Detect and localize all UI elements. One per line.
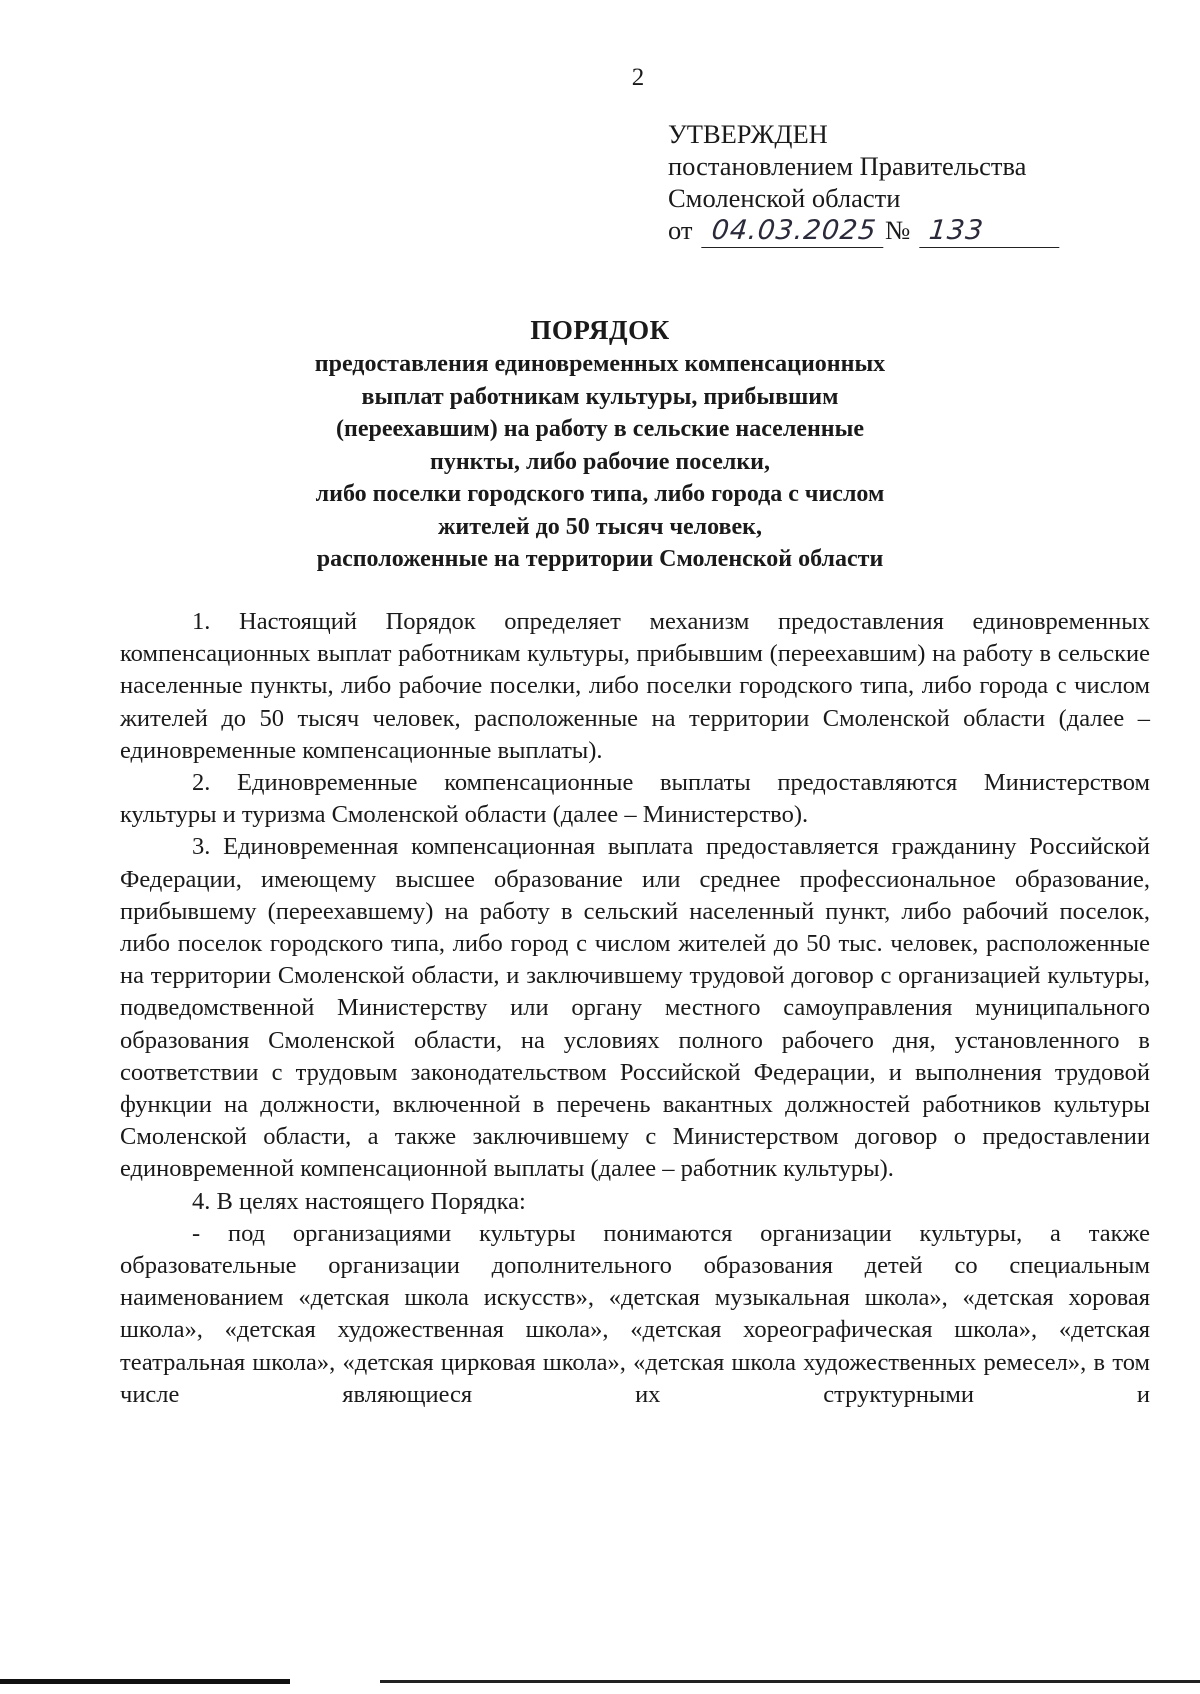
title-line: жителей до 50 тысяч человек, bbox=[438, 513, 762, 540]
paragraph-4-item: - под организациями культуры понимаются организации культуры, а также образовательные организации дополнительного образования детей со специальным наименованием «детская школа искусств», «детская музыкальная школа», «детская хоровая школа», «детская художественная школа», «детская хореографическая школа», «детская театральная школа», «детская цирковая школа», «детская школа художественных ремесел», в том числе являющиеся их структурными и bbox=[120, 1219, 1150, 1408]
title-line: (переехавшим) на работу в сельские населенные bbox=[336, 416, 864, 442]
title-line: расположенные на территории Смоленской области bbox=[316, 546, 884, 572]
scan-edge-line bbox=[380, 1680, 1200, 1683]
paragraph-4: 4. В целях настоящего Порядка: bbox=[192, 1187, 526, 1215]
title-line: пункты, либо рабочие поселки, bbox=[430, 448, 770, 475]
number-sign: № bbox=[885, 215, 911, 245]
paragraph-2: 2. Единовременные компенсационные выплаты предоставляются Министерством культуры и туризма Смоленской области (далее – Министерство). bbox=[120, 769, 1150, 829]
document-title bbox=[250, 312, 950, 576]
approval-issuer: постановлением Правительства bbox=[668, 151, 1027, 181]
paragraph-1: 1. Настоящий Порядок определяет механизм предоставления единовременных компенсационных выплат работникам культуры, прибывшим (переехавшим) на работу в сельские населенные пункты, либо рабочие поселки, либо поселки городского типа, либо города с числом жителей до 50 тысяч человек, расположенные на территории Смоленской области (далее – единовременные компенсационные выплаты). bbox=[120, 608, 1150, 764]
title-line: выплат работникам культуры, прибывшим bbox=[361, 383, 839, 410]
title-line: предоставления единовременных компенсационных bbox=[314, 351, 886, 377]
scan-edge-bar bbox=[0, 1679, 290, 1684]
handwritten-number: 133 bbox=[919, 215, 1062, 248]
title-main: ПОРЯДОК bbox=[530, 315, 670, 345]
page-number: 2 bbox=[631, 64, 645, 91]
handwritten-date: 04.03.2025 bbox=[701, 215, 886, 248]
approval-date-line bbox=[668, 214, 1061, 248]
approval-region: Смоленской области bbox=[668, 183, 901, 213]
document-body bbox=[120, 606, 1150, 1411]
date-prefix: от bbox=[668, 215, 693, 245]
title-line: либо поселки городского типа, либо города с числом bbox=[315, 481, 885, 507]
approval-stamp-block bbox=[668, 118, 1061, 248]
paragraph-3: 3. Единовременная компенсационная выплата предоставляется гражданину Российской Федерации, имеющему высшее образование или среднее профессиональное образование, прибывшему (переехавшему) на работу в сельский населенный пункт, либо рабочий поселок, либо поселок городского типа, либо город с числом жителей до 50 тыс. человек, расположенные на территории Смоленской области, и заключившему трудовой договор с организацией культуры, подведомственной Министерству или органу местного самоуправления муниципального образования Смоленской области, на условиях полного рабочего дня, установленного в соответствии с трудовым законодательством Российской Федерации, и выполнения трудовой функции на должности, включенной в перечень вакантных должностей работников культуры Смоленской области, а также заключившему с Министерством договор о предоставлении единовременной компенсационной выплаты (далее – работник культуры). bbox=[120, 833, 1150, 1183]
approval-heading: УТВЕРЖДЕН bbox=[668, 119, 828, 149]
